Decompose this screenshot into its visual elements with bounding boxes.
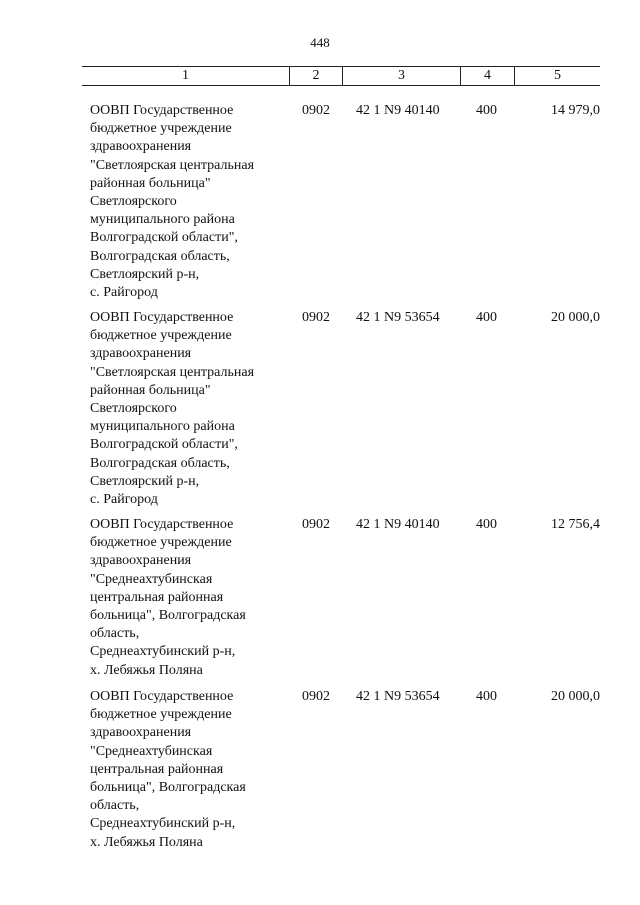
header-col-1: 1 [82, 67, 290, 85]
page-number: 448 [310, 35, 330, 50]
row-expense-type: 400 [476, 310, 497, 325]
row-section-code: 0902 [302, 689, 330, 704]
row-section-code: 0902 [302, 103, 330, 118]
row-name: ООВП Государственное бюджетное учреждение здравоохранения "Светлоярская центральная районная больница" Светлоярского муниципального района Волгоградской области", Волгоградская область, Светлоярский р-н, с. Райгород [90, 310, 255, 508]
table-row [0, 102, 640, 309]
row-target-code: 42 1 N9 53654 [356, 689, 440, 704]
row-amount: 20 000,0 [551, 689, 600, 704]
row-target-code: 42 1 N9 40140 [356, 517, 440, 532]
header-col-3: 3 [343, 67, 461, 85]
table-body [0, 102, 640, 860]
row-amount: 20 000,0 [551, 310, 600, 325]
header-col-5: 5 [554, 68, 561, 83]
header-col-4: 4 [461, 67, 515, 85]
row-amount: 14 979,0 [551, 103, 600, 118]
row-name: ООВП Государственное бюджетное учреждение здравоохранения "Среднеахтубинская центральная районная больница", Волгоградская область, Среднеахтубинский р-н, х. Лебяжья Поляна [90, 689, 246, 850]
table-row [0, 688, 640, 860]
row-section-code: 0902 [302, 517, 330, 532]
table-row [0, 516, 640, 688]
row-target-code: 42 1 N9 40140 [356, 103, 440, 118]
header-col-2: 2 [290, 67, 343, 85]
table-row [0, 309, 640, 516]
row-expense-type: 400 [476, 103, 497, 118]
row-expense-type: 400 [476, 517, 497, 532]
row-section-code: 0902 [302, 310, 330, 325]
row-expense-type: 400 [476, 689, 497, 704]
table-header [82, 66, 600, 86]
row-amount: 12 756,4 [551, 517, 600, 532]
row-target-code: 42 1 N9 53654 [356, 310, 440, 325]
row-name: ООВП Государственное бюджетное учреждение здравоохранения "Светлоярская центральная районная больница" Светлоярского муниципального района Волгоградской области", Волгоградская область, Светлоярский р-н, с. Райгород [90, 103, 255, 301]
row-name: ООВП Государственное бюджетное учреждение здравоохранения "Среднеахтубинская центральная районная больница", Волгоградская область, Среднеахтубинский р-н, х. Лебяжья Поляна [90, 517, 246, 678]
